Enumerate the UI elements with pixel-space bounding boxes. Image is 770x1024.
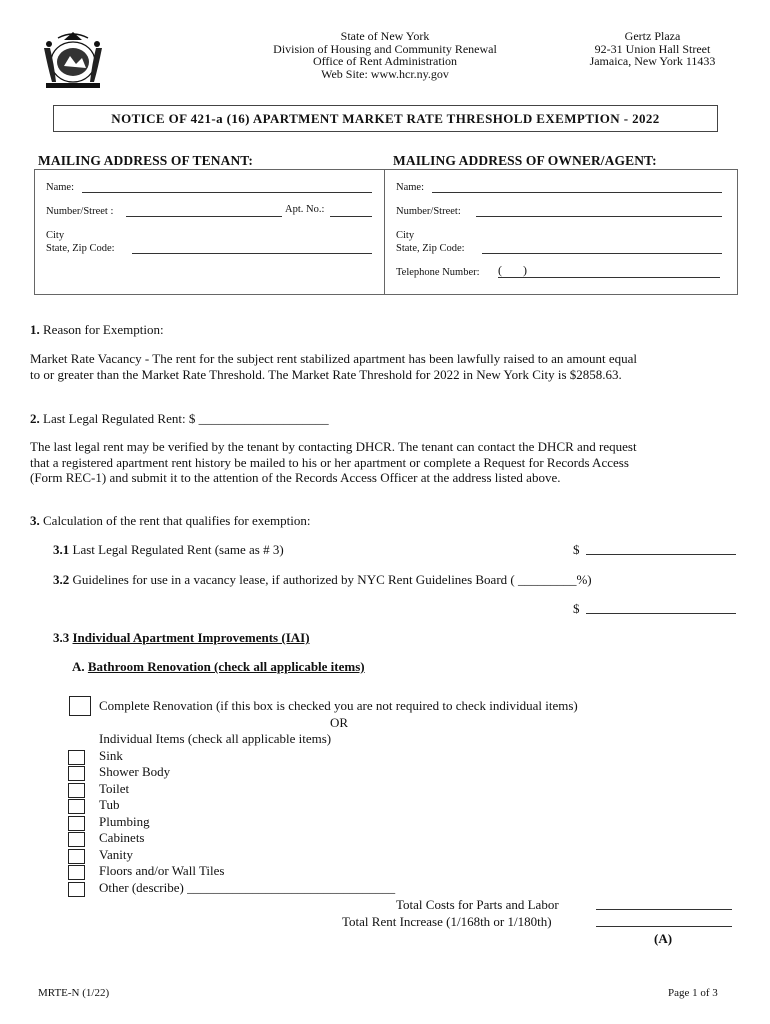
tub-checkbox[interactable] (68, 799, 85, 814)
owner-state-label: State, Zip Code: (396, 243, 465, 254)
owner-state-field[interactable] (482, 253, 722, 254)
agency-header (240, 30, 530, 80)
total-a-marker: (A) (654, 931, 673, 946)
item-3-1-label: Last Legal Regulated Rent (same as # 3) (72, 542, 284, 557)
tenant-apt-field[interactable] (330, 216, 372, 217)
checklist-item-label: Tub (99, 797, 120, 812)
owner-phone-area-code[interactable]: ( ) (498, 263, 527, 277)
dollar-sign: $ (573, 601, 580, 616)
agency-line: Division of Housing and Community Renewal (273, 41, 497, 56)
section1-text: to or greater than the Market Rate Threshold. The Market Rate Threshold for 2022 in New York City is $2858.63. (30, 366, 622, 382)
tenant-name-label: Name: (46, 182, 74, 193)
total-costs-field[interactable] (596, 909, 732, 910)
checklist-item-label: Vanity (99, 847, 133, 862)
or-label: OR (330, 715, 349, 730)
section3-heading: Calculation of the rent that qualifies for exemption: (43, 513, 311, 528)
total-rent-increase-label: Total Rent Increase (1/168th or 1/180th) (342, 914, 552, 929)
owner-phone-label: Telephone Number: (396, 267, 480, 278)
floors-wall-tiles-checkbox[interactable] (68, 865, 85, 880)
other-checkbox[interactable] (68, 882, 85, 897)
section2-number: 2. (30, 411, 40, 426)
tenant-address-heading: MAILING ADDRESS OF TENANT: (38, 153, 254, 168)
section2-text: (Form REC-1) and submit it to the attention of the Records Access Officer at the address listed above. (30, 470, 561, 485)
tenant-street-field[interactable] (126, 216, 282, 217)
agency-line: State of New York (340, 29, 430, 43)
tenant-street-label: Number/Street : (46, 206, 114, 217)
item-3-1-number: 3.1 (53, 542, 70, 557)
agency-line: Web Site: www.hcr.ny.gov (321, 66, 449, 81)
owner-street-field[interactable] (476, 216, 722, 217)
section2-heading[interactable]: Last Legal Regulated Rent: $ ____________________ (43, 411, 329, 426)
address-line: Gertz Plaza (624, 29, 681, 43)
vanity-checkbox[interactable] (68, 849, 85, 864)
complete-renovation-label: Complete Renovation (if this box is checked you are not required to check individual items) (99, 698, 578, 713)
section1-text: Market Rate Vacancy - The rent for the subject rent stabilized apartment has been lawfully raised to an amount equal (30, 351, 638, 366)
section1-number: 1. (30, 322, 40, 337)
owner-name-label: Name: (396, 182, 424, 193)
office-address (560, 30, 745, 68)
owner-street-label: Number/Street: (396, 206, 461, 217)
form-title: NOTICE OF 421-a (16) APARTMENT MARKET RATE THRESHOLD EXEMPTION - 2022 (53, 105, 718, 132)
checklist-item-label: Sink (99, 748, 123, 763)
last-legal-rent-field[interactable] (586, 554, 736, 555)
tenant-state-field[interactable] (132, 253, 372, 254)
checklist-item-label: Shower Body (99, 764, 171, 779)
owner-city-label: City (396, 230, 415, 241)
item-3-3-label: Individual Apartment Improvements (IAI) (72, 630, 310, 645)
toilet-checkbox[interactable] (68, 783, 85, 798)
sub-a-label: Bathroom Renovation (check all applicable items) (87, 659, 365, 674)
address-divider (384, 169, 385, 294)
cabinets-checkbox[interactable] (68, 832, 85, 847)
item-3-2-label: Guidelines for use in a vacancy lease, if authorized by NYC Rent Guidelines Board ( _________%) (72, 572, 592, 587)
tenant-city-label: City (46, 230, 65, 241)
address-line: 92-31 Union Hall Street (594, 41, 711, 56)
individual-items-label: Individual Items (check all applicable items) (99, 731, 332, 746)
sink-checkbox[interactable] (68, 750, 85, 765)
section3-number: 3. (30, 513, 40, 528)
tenant-apt-label: Apt. No.: (285, 204, 325, 215)
checklist-item-label: Cabinets (99, 830, 145, 845)
sub-a-letter: A. (72, 659, 85, 674)
dollar-sign: $ (573, 542, 580, 557)
shower-body-checkbox[interactable] (68, 766, 85, 781)
section2-text: The last legal rent may be verified by the tenant by contacting DHCR. The tenant can contact the DHCR and request (30, 439, 637, 454)
complete-renovation-checkbox[interactable] (69, 696, 91, 716)
form-id: MRTE-N (1/22) (38, 987, 110, 999)
agency-line: Office of Rent Administration (312, 54, 458, 68)
total-costs-label: Total Costs for Parts and Labor (396, 897, 559, 912)
item-3-3-number: 3.3 (53, 630, 70, 645)
owner-name-field[interactable] (432, 192, 722, 193)
owner-phone-field[interactable] (498, 277, 720, 278)
page-number: Page 1 of 3 (668, 987, 718, 999)
tenant-name-field[interactable] (82, 192, 372, 193)
guidelines-amount-field[interactable] (586, 613, 736, 614)
section1-heading: Reason for Exemption: (43, 322, 164, 337)
checklist-item-label: Toilet (99, 781, 130, 796)
tenant-state-label: State, Zip Code: (46, 243, 115, 254)
owner-address-heading: MAILING ADDRESS OF OWNER/AGENT: (393, 153, 657, 168)
address-line: Jamaica, New York 11433 (589, 54, 716, 68)
checklist-item-label[interactable]: Other (describe) ________________________________ (99, 880, 396, 895)
checklist-item-label: Floors and/or Wall Tiles (99, 863, 225, 878)
plumbing-checkbox[interactable] (68, 816, 85, 831)
item-3-2-number: 3.2 (53, 572, 70, 587)
total-rent-increase-field[interactable] (596, 926, 732, 927)
new-york-state-seal-icon (40, 28, 106, 90)
section2-text: that a registered apartment rent history be mailed to his or her apartment or complete a Request for Records Access (30, 454, 629, 470)
checklist-item-label: Plumbing (99, 814, 150, 829)
